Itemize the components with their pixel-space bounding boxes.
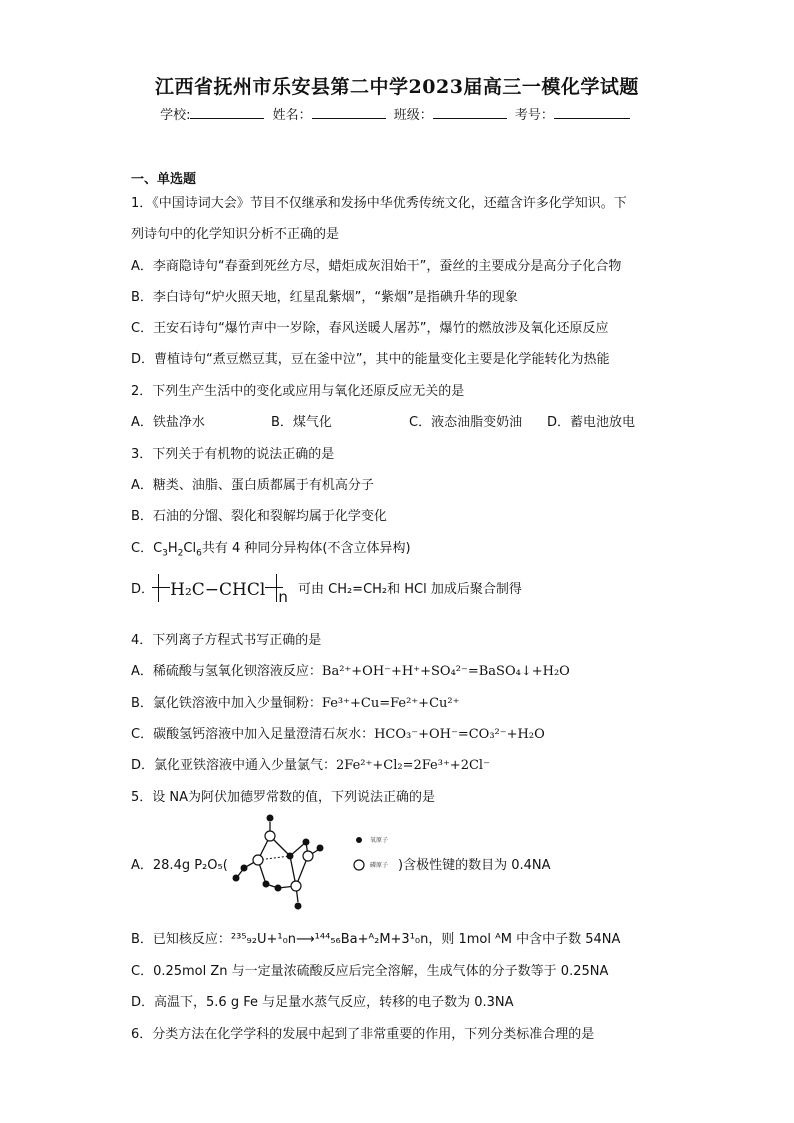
q4-option-d-equation: 2Fe²⁺+Cl₂=2Fe³⁺+2Cl⁻ — [336, 758, 490, 773]
p-atom — [265, 831, 275, 841]
q4-option-c-equation: HCO₃⁻+OH⁻=CO₃²⁻+H₂O — [374, 727, 545, 742]
q2-option-d[interactable]: D．蓄电池放电 — [547, 415, 636, 430]
page-title: 江西省抚州市乐安县第二中学2023届高三一模化学试题 — [155, 76, 639, 98]
o-atom — [233, 875, 240, 882]
q5-option-c[interactable]: C．0.25mol Zn 与一定量浓硫酸反应后完全溶解，生成气体的分子数等于 0.25NA — [131, 964, 609, 979]
q2-options — [131, 411, 635, 430]
legend-p-label: 磷原子 — [370, 862, 389, 869]
o-atom — [267, 815, 274, 822]
o-atom — [303, 839, 310, 846]
name-blank[interactable] — [312, 106, 386, 119]
p-atom — [291, 881, 301, 891]
q5-option-a-text[interactable]: A．28.4g P₂O₅( — [131, 858, 228, 873]
q1-stem-line2: 列诗句中的化学知识分析不正确的是 — [131, 227, 340, 242]
exam-no-blank[interactable] — [554, 106, 630, 119]
section-heading: 一、单选题 — [131, 172, 197, 187]
q3-stem: 3．下列关于有机物的说法正确的是 — [131, 447, 335, 462]
polymer-n: n — [278, 588, 288, 606]
school-blank[interactable] — [190, 106, 264, 119]
q3-option-c[interactable]: C．$C_3H_2Cl_6$共有 4 种同分异构体(不含立体异构) — [131, 541, 411, 559]
q4-option-d[interactable] — [131, 754, 490, 773]
q4-option-b[interactable] — [131, 692, 459, 711]
q1-option-a[interactable]: A．李商隐诗句“春蚕到死丝方尽，蜡炬成灰泪始干”，蚕丝的主要成分是高分子化合物 — [131, 259, 622, 274]
q4-stem: 4．下列离子方程式书写正确的是 — [131, 633, 322, 648]
q1-option-c[interactable]: C．王安石诗句“爆竹声中一岁除，春风送暖人屠苏”，爆竹的燃放涉及氧化还原反应 — [131, 321, 609, 336]
q2-option-c[interactable]: C．液态油脂变奶油 — [409, 415, 523, 430]
q3-option-b[interactable]: B．石油的分馏、裂化和裂解均属于化学变化 — [131, 509, 387, 524]
q2-stem: 2．下列生产生活中的变化或应用与氧化还原反应无关的是 — [131, 384, 465, 399]
q2-option-a[interactable]: A．铁盐净水 — [131, 415, 205, 430]
q4-option-c-text: C．碳酸氢钙溶液中加入足量澄清石灰水： — [131, 727, 375, 742]
q5-stem: 5．设 NA为阿伏加德罗常数的值，下列说法正确的是 — [131, 790, 436, 805]
q3-option-d[interactable] — [131, 578, 522, 606]
o-atom — [317, 845, 324, 852]
q4-option-b-equation: Fe³⁺+Cu=Fe²⁺+Cu²⁺ — [321, 696, 460, 711]
o-atom — [263, 881, 270, 888]
p-atom — [303, 851, 313, 861]
q3-option-a[interactable]: A．糖类、油脂、蛋白质都属于有机高分子 — [131, 478, 374, 493]
q2-option-b[interactable]: B．煤气化 — [271, 415, 332, 430]
q4-option-a[interactable] — [131, 660, 570, 679]
student-info-row — [0, 104, 794, 123]
o-atom — [241, 865, 248, 872]
school-label: 学校: — [160, 108, 191, 123]
q4-option-a-equation: Ba²⁺+OH⁻+H⁺+SO₄²⁻=BaSO₄↓+H₂O — [321, 664, 570, 679]
q3-option-d-label: D． — [131, 582, 155, 597]
q6-stem: 6．分类方法在化学学科的发展中起到了非常重要的作用，下列分类标准合理的是 — [131, 1027, 595, 1042]
legend-o-label: 氧原子 — [370, 837, 389, 844]
polymer-bracket — [158, 580, 277, 600]
q1-option-d[interactable]: D．曹植诗句“煮豆燃豆萁，豆在釜中泣”，其中的能量变化主要是化学能转化为热能 — [131, 352, 610, 367]
p4o10-structure-diagram — [218, 808, 428, 920]
q1-option-b[interactable]: B．李白诗句“炉火照天地，红星乱紫烟”，“紫烟”是指碘升华的现象 — [131, 290, 518, 305]
q4-option-d-text: D．氯化亚铁溶液中通入少量氯气： — [131, 758, 337, 773]
class-blank[interactable] — [433, 106, 507, 119]
q3-option-d-text: 可由 CH₂=CH₂和 HCl 加成后聚合制得 — [297, 582, 522, 597]
q5-option-a-tail: )含极性键的数目为 0.4NA — [398, 858, 551, 873]
q5-option-b[interactable]: B．已知核反应：²³⁵₉₂U+¹₀n⟶¹⁴⁴₅₆Ba+ᴬ₂M+3¹₀n，则 1mol ᴬM 中含中子数 54NA — [131, 932, 621, 947]
o-atom — [295, 903, 302, 910]
q4-option-c[interactable] — [131, 723, 545, 742]
legend-o-marker — [356, 837, 362, 843]
o-atom — [287, 853, 294, 860]
class-label: 班级： — [393, 108, 433, 123]
exam-no-label: 考号： — [514, 108, 554, 123]
o-atom — [275, 885, 282, 892]
q4-option-a-text: A．稀硫酸与氢氧化钡溶液反应： — [131, 664, 322, 679]
q5-option-d[interactable]: D．高温下，5.6 g Fe 与足量水蒸气反应，转移的电子数为 0.3NA — [131, 995, 514, 1010]
polymer-formula: H₂C−CHCl — [170, 579, 266, 600]
p4o10-structure-svg — [218, 808, 428, 916]
p-atom — [253, 855, 263, 865]
name-label: 姓名： — [272, 108, 312, 123]
q4-option-b-text: B．氯化铁溶液中加入少量铜粉： — [131, 696, 322, 711]
q1-stem-line1: 1．《中国诗词大会》节目不仅继承和发扬中华优秀传统文化，还蕴含许多化学知识。下 — [131, 196, 627, 211]
q3-option-c-prefix: C．C — [131, 541, 163, 556]
legend-p-marker — [354, 860, 364, 870]
q3-option-c-text: 共有 4 种同分异构体(不含立体异构) — [201, 541, 411, 556]
